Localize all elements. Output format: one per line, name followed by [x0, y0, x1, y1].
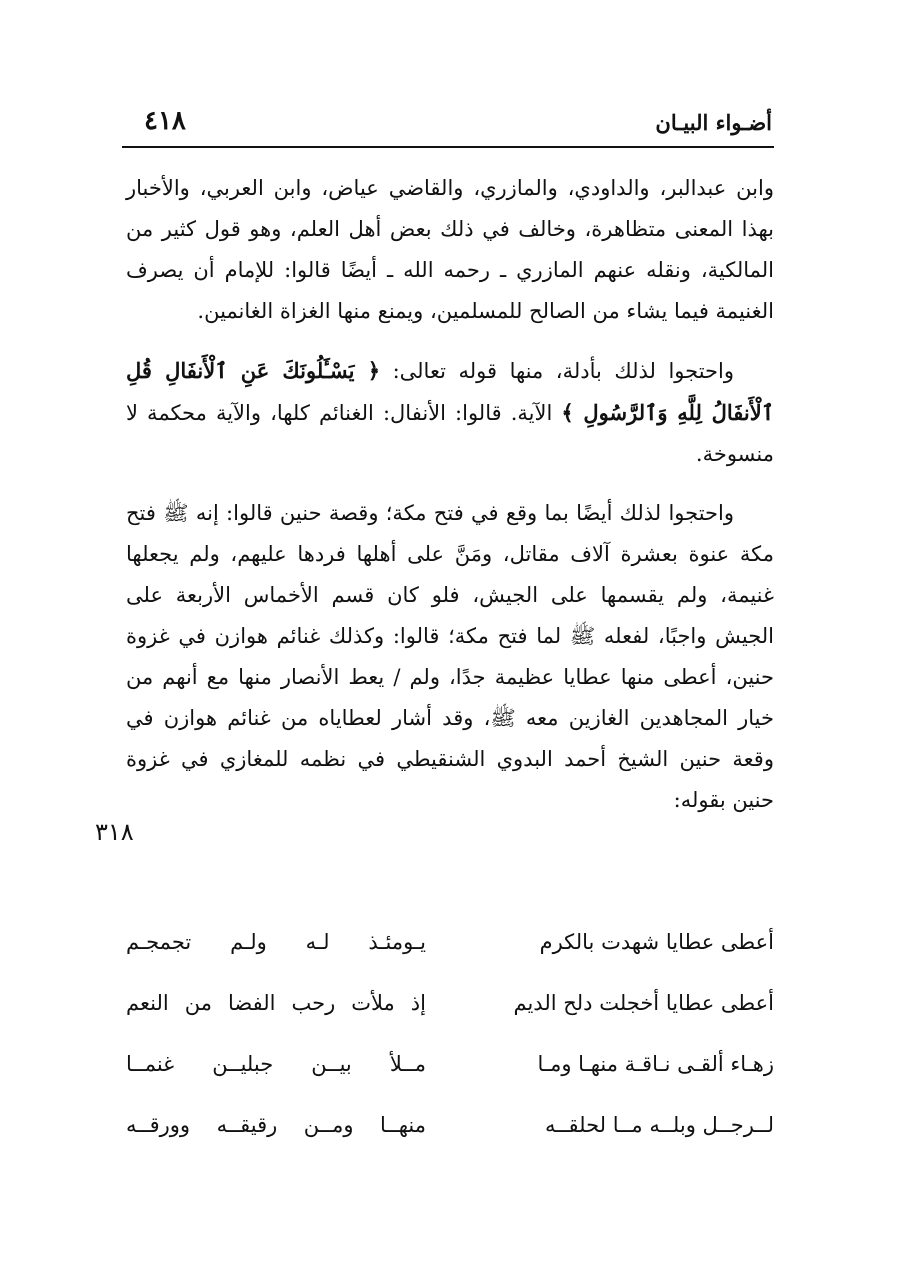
first-hemistich: لــرجــل وبلــه مــا لحلقــه: [544, 1113, 774, 1137]
header-divider: [122, 146, 774, 148]
second-hemistich: مــلأ بيــن جبليــن غنمــا: [126, 1052, 426, 1076]
paragraph-text: واحتجوا لذلك بأدلة، منها قوله تعالى:: [380, 359, 734, 383]
paragraph: واحتجوا لذلك أيضًا بما وقع في فتح مكة؛ وقصة حنين قالوا: إنه ﷺ فتح مكة عنوة بعشرة آلاف مقاتل، ومَنَّ على أهلها فردها عليهم، ولم يجعلها غنيمة، ولم يقسمها على الجيش، فلو كان قسم الأخماس الأربعة على الجيش واجبًا، لفعله ﷺ لما فتح مكة؛ قالوا: وكذلك غنائم هوازن في غزوة حنين، أعطى منها عطايا عظيمة جدًا، ولم / يعط الأنصار منها مع أنهم من خيار المجاهدين الغازين معه ﷺ، وقد أشار لعطاياه من غنائم هوازن في وقعة حنين الشيخ أحمد البدوي الشنقيطي في نظمه للمغازي في غزوة حنين بقوله:: [126, 501, 774, 812]
first-hemistich: أعطى عطايا شهدت بالكرم: [539, 930, 774, 954]
paragraph: [126, 350, 774, 475]
running-header: [122, 100, 772, 144]
quran-verse: ﴿ يَسْـَٔلُونَكَ عَنِ ٱلْأَنفَالِ قُلِ ٱلْأَنفَالُ لِلَّهِ وَٱلرَّسُولِ ﴾: [126, 358, 775, 425]
page-number: ٤١٨: [144, 106, 186, 136]
poem-verse: [126, 1113, 774, 1174]
paragraph-text: الآية. قالوا: الأنفال: الغنائم كلها، والآية محكمة لا منسوخة.: [126, 401, 774, 466]
second-hemistich: يـومئـذ لـه ولـم تجمجـم: [126, 930, 426, 954]
first-hemistich: أعطى عطايا أخجلت دلح الديم: [513, 991, 774, 1015]
book-title: أضـواء البيـان: [655, 110, 772, 135]
second-hemistich: منهــا ومــن رقيقــه وورقــه: [126, 1113, 426, 1137]
poem: [126, 930, 774, 1174]
poem-verse: [126, 991, 774, 1052]
edition-page-marker: ٣١٨: [95, 818, 134, 846]
second-hemistich: إذ ملأت رحب الفضا من النعم: [126, 991, 426, 1015]
main-text: [126, 168, 774, 839]
poem-verse: [126, 1052, 774, 1113]
paragraph: وابن عبدالبر، والداودي، والمازري، والقاضي عياض، وابن العربي، والأخبار بهذا المعنى متظاهرة، وخالف في ذلك بعض أهل العلم، وهو قول كثير من المالكية، ونقله عنهم المازري ـ رحمه الله ـ أيضًا قالوا: للإمام أن يصرف الغنيمة فيما يشاء من الصالح للمسلمين، ويمنع منها الغزاة الغانمين.: [126, 176, 774, 323]
first-hemistich: زهـاء ألقـى نـاقـة منهـا ومـا: [537, 1052, 774, 1076]
poem-verse: [126, 930, 774, 991]
